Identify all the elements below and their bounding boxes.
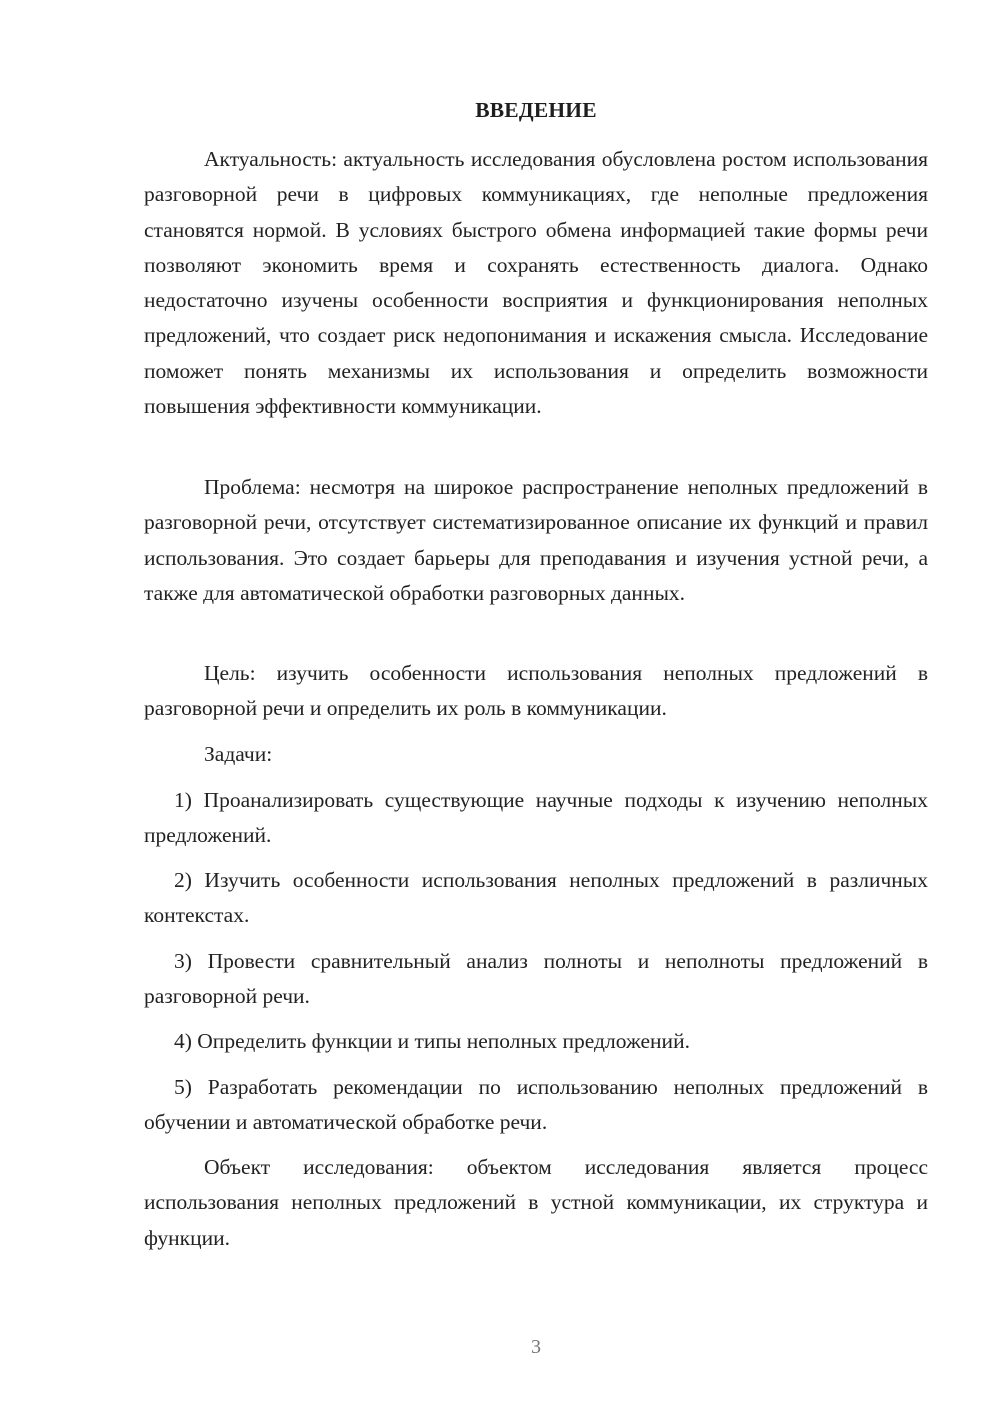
task-item-5: 5) Разработать рекомендации по использованию неполных предложений в обучении и автоматической обработке речи. (144, 1075, 928, 1135)
paragraph-relevance: Актуальность: актуальность исследования обусловлена ростом использования разговорной речи в цифровых коммуникациях, где неполные предложения становятся нормой. В условиях быстрого обмена информацией такие формы речи позволяют экономить время и сохранять естественность диалога. Однако недостаточно изучены особенности восприятия и функционирования неполных предложений, что создает риск недопонимания и искажения смысла. Исследование поможет понять механизмы их использования и определить возможности повышения эффективности коммуникации. (144, 147, 928, 419)
page-title: ВВЕДЕНИЕ (475, 98, 597, 122)
task-item-1: 1) Проанализировать существующие научные подходы к изучению неполных предложений. (144, 788, 928, 848)
task-item-3: 3) Провести сравнительный анализ полноты и неполноты предложений в разговорной речи. (144, 949, 928, 1009)
page-number: 3 (531, 1336, 541, 1358)
tasks-label: Задачи: (204, 742, 273, 766)
paragraph-goal: Цель: изучить особенности использования неполных предложений в разговорной речи и определить их роль в коммуникации. (144, 661, 928, 721)
paragraph-problem: Проблема: несмотря на широкое распространение неполных предложений в разговорной речи, отсутствует систематизированное описание их функций и правил использования. Это создает барьеры для преподавания и изучения устной речи, а также для автоматической обработки разговорных данных. (144, 475, 928, 605)
task-item-2: 2) Изучить особенности использования неполных предложений в различных контекстах. (144, 868, 928, 928)
task-item-4: 4) Определить функции и типы неполных предложений. (174, 1029, 690, 1053)
paragraph-object: Объект исследования: объектом исследования является процесс использования неполных предложений в устной коммуникации, их структура и функции. (144, 1155, 928, 1250)
